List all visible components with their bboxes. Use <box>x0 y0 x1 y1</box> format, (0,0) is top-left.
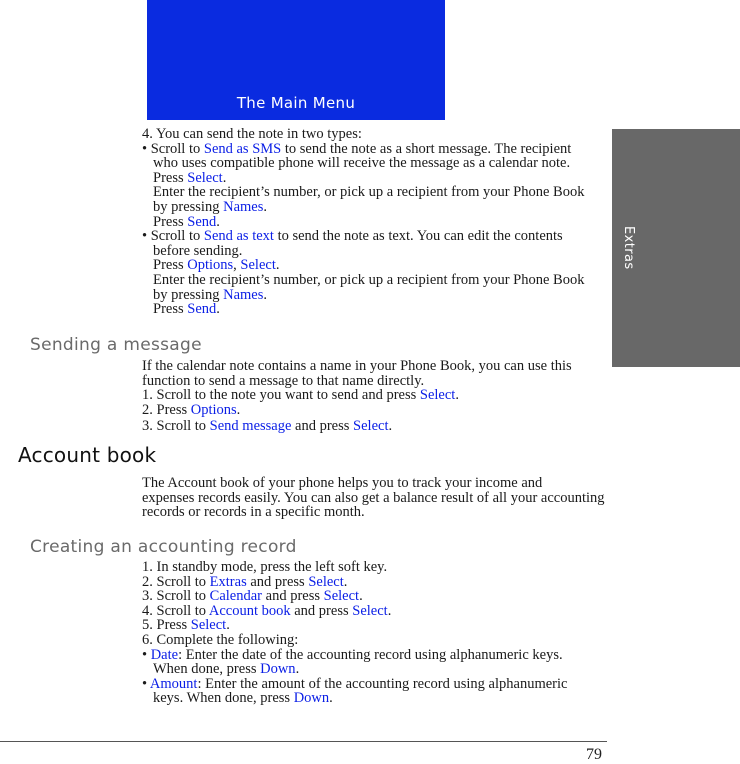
heading-sending-message: Sending a message <box>30 335 202 355</box>
text-line: Press Send. <box>153 301 220 318</box>
term-select: Select <box>308 573 344 590</box>
term-options: Options <box>190 401 237 418</box>
term-select: Select <box>419 387 456 404</box>
term-select: Select <box>353 418 389 435</box>
step-line: 4. Scroll to Account book and press Select. <box>142 602 392 619</box>
term-names: Names <box>223 198 264 215</box>
header-banner <box>147 0 445 120</box>
intro-line: 4. You can send the note in two types: <box>142 126 362 142</box>
term-select: Select <box>187 169 223 186</box>
term-send-as-sms: Send as SMS <box>203 140 282 157</box>
term-select: Select <box>190 617 227 634</box>
bullet-send-sms: • Scroll to Send as SMS to send the note as a short message. The recipient <box>142 140 572 157</box>
term-calendar: Calendar <box>209 588 263 605</box>
page-number: 79 <box>586 746 602 763</box>
heading-creating-record: Creating an accounting record <box>30 537 297 557</box>
step-line: 1. Scroll to the note you want to send and press Select. <box>142 387 459 404</box>
text-line: If the calendar note contains a name in your Phone Book, you can use this <box>142 358 572 374</box>
bullet-send-text: • Scroll to Send as text to send the note as text. You can edit the contents <box>142 228 563 245</box>
term-send-message: Send message <box>209 418 292 435</box>
step-line: 2. Scroll to Extras and press Select. <box>142 573 348 590</box>
step-line: 3. Scroll to Calendar and press Select. <box>142 588 363 605</box>
text-line: expenses records easily. You can also get a balance result of all your accounting <box>142 489 605 506</box>
term-account-book: Account book <box>208 602 291 619</box>
term-down: Down <box>260 661 296 678</box>
text-line: who uses compatible phone will receive the message as a calendar note. <box>153 155 571 172</box>
text-line: before sending. <box>153 242 243 259</box>
text-line: function to send a message to that name directly. <box>142 372 425 389</box>
text-line: Press Send. <box>153 213 220 230</box>
text-line: Press Select. <box>153 169 227 186</box>
term-select: Select <box>352 602 388 619</box>
term-down: Down <box>293 690 330 707</box>
step-line: 2. Press Options. <box>142 401 241 418</box>
creating-block <box>142 560 567 706</box>
step-line: 6. Complete the following: <box>142 631 299 648</box>
text-line: by pressing Names. <box>153 286 267 303</box>
step-line: 5. Press Select. <box>142 617 230 634</box>
header-title: The Main Menu <box>236 94 356 112</box>
term-select: Select <box>323 588 360 605</box>
text-line: Enter the recipient’s number, or pick up a recipient from your Phone Book <box>153 184 585 201</box>
account-block <box>142 476 605 520</box>
text-line: keys. When done, press Down. <box>153 690 333 707</box>
step-line: 3. Scroll to Send message and press Select. <box>142 418 393 435</box>
term-select: Select <box>240 257 276 274</box>
term-send-as-text: Send as text <box>203 228 274 245</box>
term-names: Names <box>223 286 264 303</box>
term-date: Date <box>150 646 179 663</box>
sending-block <box>142 359 572 434</box>
side-tab-label: Extras <box>621 226 636 270</box>
term-amount: Amount <box>149 675 198 692</box>
term-send: Send <box>187 213 217 230</box>
bullet-date: • Date: Enter the date of the accounting record using alphanumeric keys. <box>142 646 563 663</box>
text-line: records or records in a specific month. <box>142 504 365 521</box>
bullet-amount: • Amount: Enter the amount of the accounting record using alphanumeric <box>142 675 568 692</box>
text-line: by pressing Names. <box>153 198 267 215</box>
term-options: Options <box>187 257 234 274</box>
text-line: When done, press Down. <box>153 661 300 678</box>
heading-account-book: Account book <box>18 443 157 467</box>
step-line: 1. In standby mode, press the left soft key. <box>142 559 388 575</box>
text-line: Enter the recipient’s number, or pick up a recipient from your Phone Book <box>153 271 585 288</box>
footer-rule <box>0 741 607 742</box>
term-send: Send <box>187 301 217 318</box>
side-tab <box>612 129 740 367</box>
term-extras: Extras <box>209 573 247 590</box>
text-line: The Account book of your phone helps you to track your income and <box>142 475 543 491</box>
text-line: Press Options, Select. <box>153 257 280 274</box>
intro-block <box>142 127 584 317</box>
